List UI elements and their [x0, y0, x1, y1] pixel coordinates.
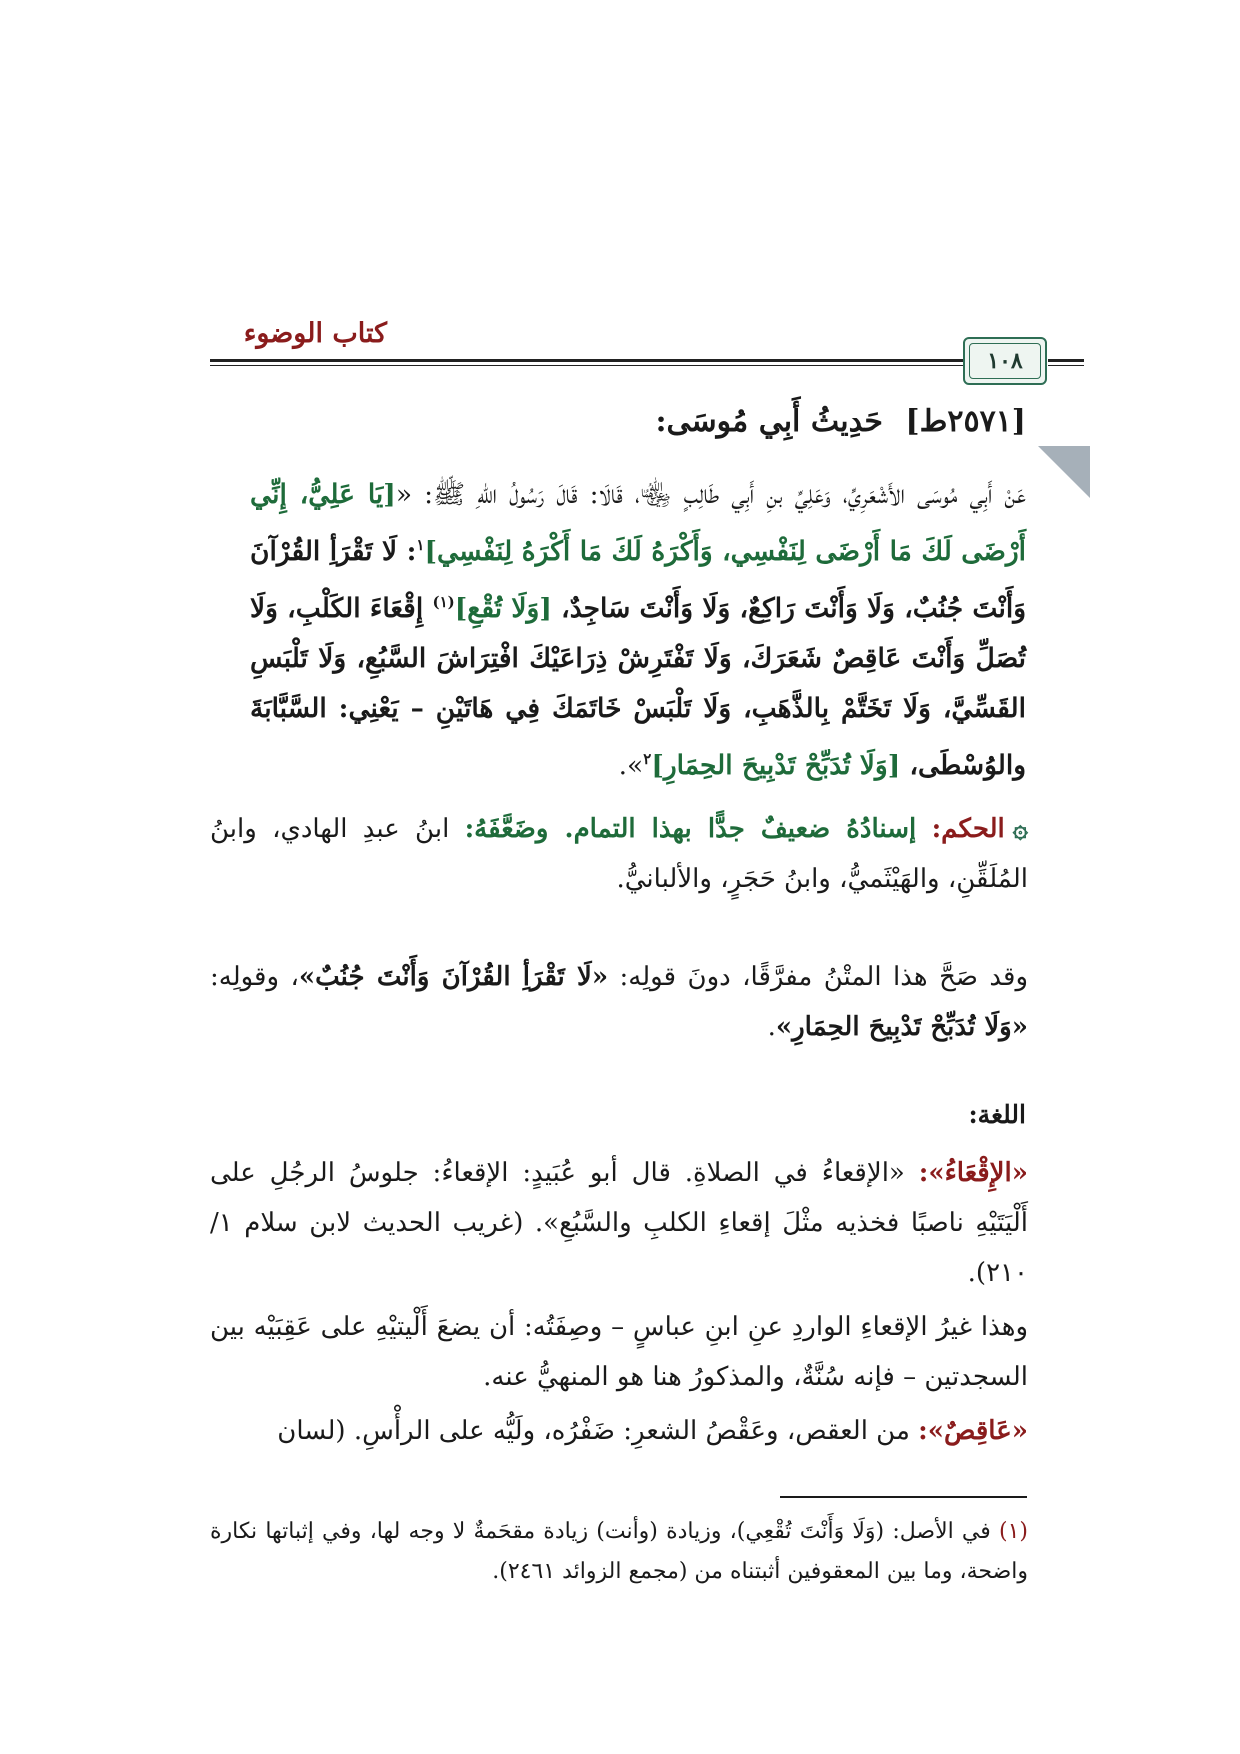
def-aqis: من العقص، وعَقْصُ الشعرِ: ضَفْرُه، ولَيُّه على الرأْسِ. (لسان [277, 1416, 919, 1446]
ruling-label: الحكم: [931, 814, 1005, 844]
footnote-number: (١) [998, 1519, 1028, 1544]
hadith-title-line [655, 404, 1026, 439]
ruling-grade: إسنادُهُ ضعيفٌ جدًّا بهذا التمام. وضَعَّفَهُ: [464, 814, 917, 844]
header-rule [210, 359, 1028, 362]
page-number-frame [963, 337, 1047, 385]
ruling-p2-a: وقد صَحَّ هذا المتْنُ مفرَّقًا، دونَ قولِه: [608, 962, 1029, 992]
ruling-p2-b: «لَا تَقْرَأِ القُرْآنَ وَأَنْتَ جُنُبٌ» [298, 962, 609, 992]
hadith-addition-2: [وَلَا تُقْعِ] [454, 592, 552, 624]
ruling-text: ابنُ عبدِ الهادي، وابنُ المُلَقِّنِ، والهَيْثَميُّ، وابنُ حَجَرٍ، والألبانيُّ. [210, 814, 1028, 894]
footnote [210, 1512, 1028, 1592]
corner-ornament [1038, 446, 1090, 498]
header-rule-left [1048, 359, 1084, 362]
footnote-ref: ١ [416, 536, 425, 554]
ruling-paragraph-2 [210, 952, 1028, 1052]
hadith-text [250, 470, 1026, 790]
footnote-text: في الأصل: (وَلَا وَأَنْتَ تُقْعِي)، وزيادة (وأنت) زيادة مقحَمةٌ لا وجه لها، وفي إثباتها نكارة واضحة، وما بين المعقوفين أثبتناه من (مجمع الزوائد ٢٤٦١). [210, 1519, 1028, 1584]
book-title: كتاب الوضوء [243, 318, 387, 349]
hadith-addition-1: [يَا عَلِيُّ، إِنِّي أَرْضَى لَكَ مَا أَرْضَى لِنَفْسِي، وَأَكْرَهُ لَكَ مَا أَكْرَهُ لِنَفْسِي] [250, 479, 1026, 567]
def-iqaa: «الإقعاءُ في الصلاةِ. قال أبو عُبَيدٍ: الإقعاءُ: جلوسُ الرجُلِ على أَلْيَتَيْهِ ناصبًا فخذيه مثْلَ إقعاءِ الكلبِ والسَّبُعِ». (غريب الحديث لابن سلام ١/ ٢١٠). [210, 1158, 1028, 1288]
ruling-p2-d: «وَلَا تُدَبِّحْ تَدْبِيحَ الحِمَارِ» [775, 1012, 1028, 1042]
footnote-rule [780, 1496, 1027, 1498]
hadith-end: ». [618, 749, 644, 781]
hadith-number: [٢٥٧١ط] [905, 404, 1026, 439]
header-rule-left-thin [1048, 365, 1084, 366]
header-rule-thin [210, 365, 1028, 366]
hadith-title: حَدِيثُ أَبِي مُوسَى: [655, 404, 883, 439]
hadith-addition-3: [وَلَا تُدَبِّحْ تَدْبِيحَ الحِمَارِ] [651, 749, 901, 781]
ruling-p2-c: ، وقولِه: [210, 962, 299, 992]
ruling-paragraph [210, 804, 1028, 904]
language-heading: اللغة: [968, 1100, 1026, 1129]
def-iqaa-2: وهذا غيرُ الإقعاءِ الواردِ عنِ ابنِ عباسٍ – وصِفَتُه: أن يضعَ أَلْيتيْهِ على عَقِبَيْه بين السجدتين – فإنه سُنَّةٌ، والمذكورُ هنا هو المنهيُّ عنه. [210, 1312, 1028, 1392]
term-aqis: «عَاقِصٌ»: [918, 1416, 1028, 1446]
hadith-body-1: : لَا تَقْرَأِ القُرْآنَ وَأَنْتَ جُنُبٌ، وَلَا وَأَنْتَ رَاكِعٌ، وَلَا وَأَنْتَ سَاجِدٌ، [250, 535, 1026, 624]
language-paragraph-1 [210, 1148, 1028, 1298]
language-paragraph-3 [210, 1406, 1028, 1456]
rosette-icon: ۞ [1012, 814, 1029, 844]
footnote-ref: (١) [432, 592, 455, 611]
hadith-chain: عَنْ أَبِي مُوسَى الأَشْعَرِيِّ، وَعَلِيِّ بنِ أَبِي طَالِبٍ ﵄، قَالَا: قَالَ رَسُولُ اللهِ ﷺ: « [395, 479, 1026, 510]
ruling-p2-e: . [767, 1012, 776, 1042]
page-number: ١٠٨ [969, 343, 1041, 379]
footnote-ref: ٢ [643, 749, 652, 768]
term-iqaa: «الإِقْعَاءُ»: [918, 1158, 1028, 1188]
language-paragraph-2 [210, 1302, 1028, 1402]
hadith-body-2: إِقْعَاءَ الكَلْبِ، وَلَا تُصَلِّ وَأَنْتَ عَاقِصٌ شَعَرَكَ، وَلَا تَفْتَرِشْ ذِرَاعَيْكَ افْتِرَاشَ السَّبُعِ، وَلَا تَلْبَسِ القَسِّيَّ، وَلَا تَخَتَّمْ بِالذَّهَبِ، وَلَا تَلْبَسْ خَاتَمَكَ فِي هَاتَيْنِ – يَعْنِي: السَّبَّابَةَ والوُسْطَى، [250, 592, 1026, 781]
